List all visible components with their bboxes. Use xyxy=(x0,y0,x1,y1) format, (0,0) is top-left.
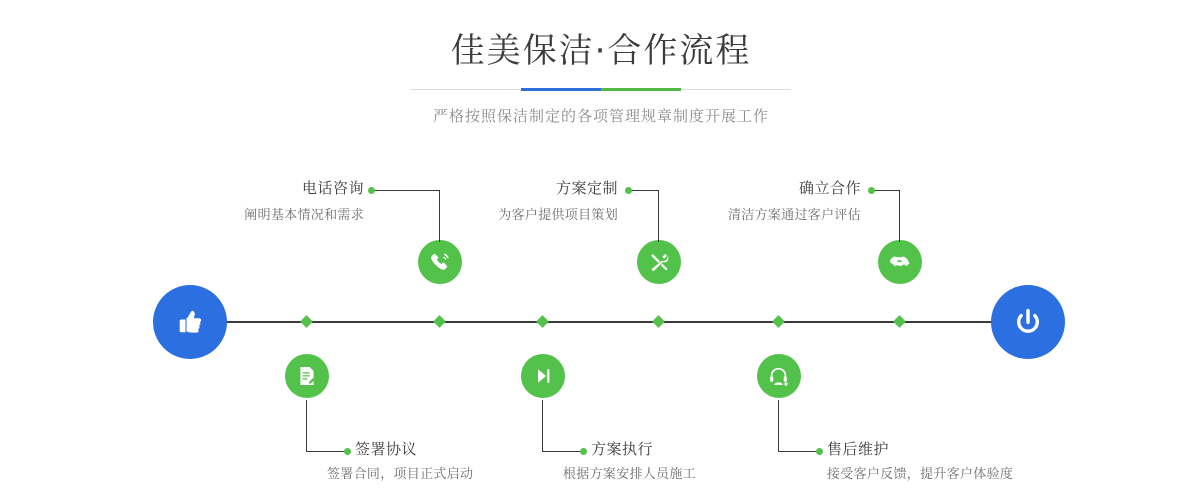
step-title-5: 确立合作 xyxy=(798,179,861,197)
connector-vertical-4 xyxy=(542,400,543,452)
connector-vertical-1 xyxy=(439,190,440,242)
step-label-1 xyxy=(252,178,364,198)
connector-dot-2 xyxy=(344,448,351,455)
step-node-4[interactable] xyxy=(521,354,565,398)
connector-dot-4 xyxy=(580,448,587,455)
step-desc-wrap-5 xyxy=(673,202,861,226)
step-desc-4: 根据方案安排人员施工 xyxy=(563,467,697,482)
step-desc-5: 清洁方案通过客户评估 xyxy=(727,208,861,223)
handshake-icon xyxy=(888,250,912,274)
timeline-marker-6 xyxy=(772,315,785,328)
step-desc-1: 阐明基本情况和需求 xyxy=(244,208,364,223)
timeline-marker-3 xyxy=(652,315,665,328)
step-title-1: 电话咨询 xyxy=(301,179,364,197)
connector-horizontal-6 xyxy=(778,451,818,452)
connector-vertical-2 xyxy=(306,400,307,452)
divider-segment-green xyxy=(601,88,681,91)
power-icon xyxy=(991,285,1065,359)
step-desc-6: 接受客户反馈，提升客户体验度 xyxy=(827,467,1014,482)
tools-icon xyxy=(647,250,671,274)
step-desc-wrap-4 xyxy=(563,461,696,485)
step-desc-wrap-2 xyxy=(327,461,473,485)
step-label-3 xyxy=(478,178,618,198)
title-divider xyxy=(411,88,791,91)
step-title-6: 售后维护 xyxy=(827,440,890,458)
timeline-marker-2 xyxy=(300,315,313,328)
step-node-5[interactable] xyxy=(878,240,922,284)
step-desc-wrap-1 xyxy=(200,202,364,226)
step-label-2 xyxy=(355,439,417,459)
process-timeline xyxy=(0,140,1202,502)
connector-horizontal-4 xyxy=(542,451,582,452)
connector-vertical-3 xyxy=(658,190,659,242)
connector-dot-1 xyxy=(368,187,375,194)
connector-horizontal-1 xyxy=(371,190,439,191)
timeline-marker-1 xyxy=(433,315,446,328)
step-node-6[interactable] xyxy=(757,354,801,398)
step-node-1[interactable] xyxy=(418,240,462,284)
play-next-icon xyxy=(531,364,555,388)
connector-vertical-5 xyxy=(899,190,900,242)
step-title-4: 方案执行 xyxy=(591,440,654,458)
phone-ring-icon xyxy=(428,250,452,274)
connector-dot-3 xyxy=(625,187,632,194)
timeline-axis xyxy=(160,321,1042,323)
connector-horizontal-2 xyxy=(306,451,346,452)
step-title-2: 签署协议 xyxy=(355,440,418,458)
step-desc-3: 为客户提供项目策划 xyxy=(498,208,618,223)
divider-segment-blue xyxy=(521,88,601,91)
page-title: 佳美保洁·合作流程 xyxy=(450,31,752,71)
connector-dot-6 xyxy=(816,448,823,455)
timeline-marker-4 xyxy=(536,315,549,328)
step-label-5 xyxy=(721,178,861,198)
connector-vertical-6 xyxy=(778,400,779,452)
timeline-marker-5 xyxy=(893,315,906,328)
connector-horizontal-5 xyxy=(871,190,900,191)
headset-support-icon xyxy=(767,364,791,388)
thumbs-up-icon xyxy=(153,285,227,359)
step-desc-wrap-3 xyxy=(450,202,618,226)
step-title-3: 方案定制 xyxy=(555,179,618,197)
connector-horizontal-3 xyxy=(628,190,659,191)
header xyxy=(0,28,1202,126)
page-subtitle: 严格按照保洁制定的各项管理规章制度开展工作 xyxy=(432,107,769,125)
step-desc-wrap-6 xyxy=(827,461,1013,485)
connector-dot-5 xyxy=(868,187,875,194)
step-desc-2: 签署合同，项目正式启动 xyxy=(327,467,474,482)
step-node-2[interactable] xyxy=(285,354,329,398)
step-label-4 xyxy=(591,439,653,459)
step-label-6 xyxy=(827,439,889,459)
document-edit-icon xyxy=(295,364,319,388)
step-node-3[interactable] xyxy=(637,240,681,284)
